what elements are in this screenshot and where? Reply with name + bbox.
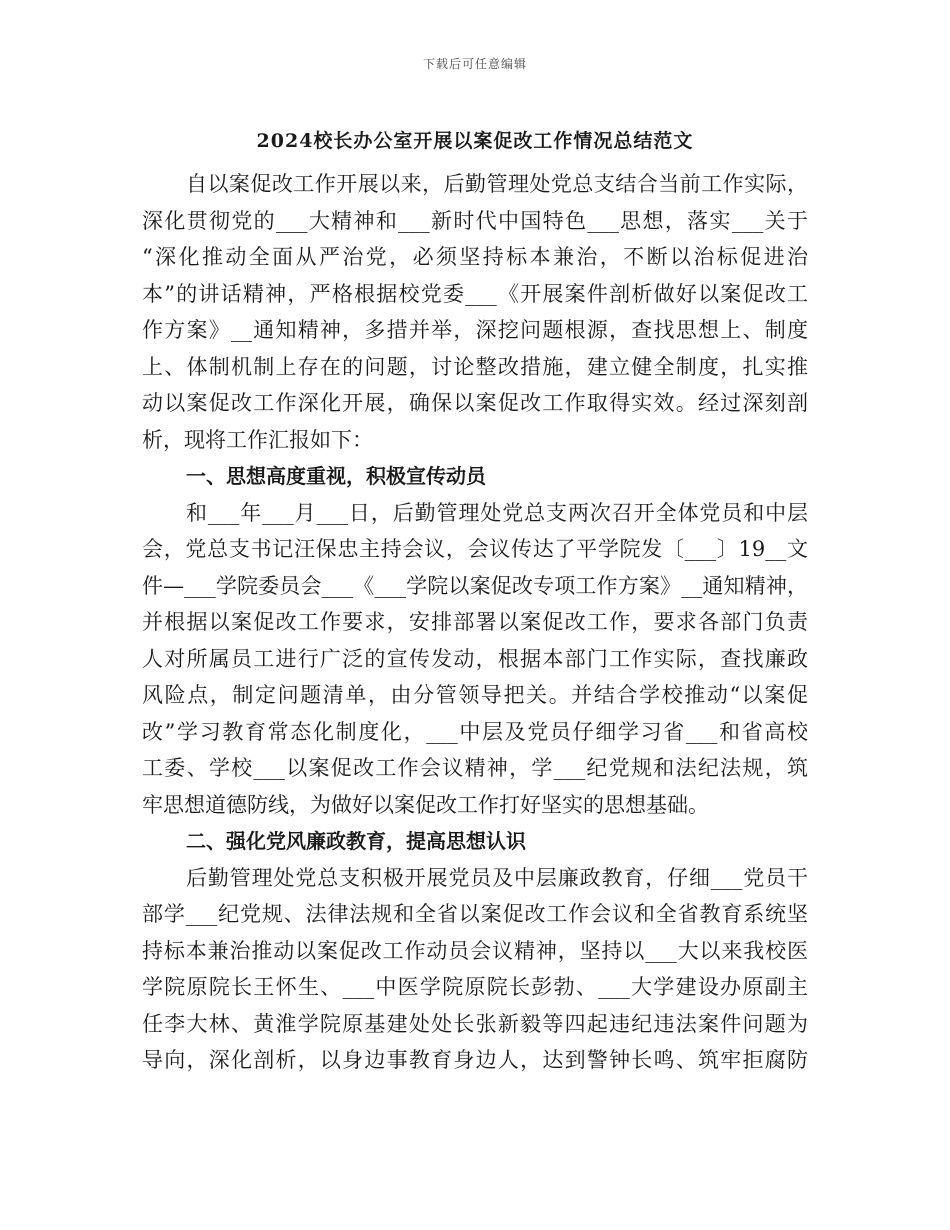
text-line: 深化贯彻党的___大精神和___新时代中国特色___思想，落实___关于 xyxy=(142,208,808,233)
section-heading: 一、思想高度重视，积极宣传动员 xyxy=(186,464,486,488)
text-line: 导向，深化剖析，以身边事教育身边人，达到警钟长鸣、筑牢拒腐防 xyxy=(142,1048,808,1072)
text-line: 任李大林、黄淮学院原基建处处长张新毅等四起违纪违法案件问题为 xyxy=(142,1011,808,1036)
text-line: 人对所属员工进行广泛的宣传发动，根据本部门工作实际，查找廉政 xyxy=(142,646,808,671)
text-line: 改”学习教育常态化制度化，___中层及党员仔细学习省___和省高校 xyxy=(142,719,808,744)
text-line: 会，党总支书记汪保忠主持会议，会议传达了平学院发〔___〕19__文 xyxy=(142,537,808,561)
text-line: 工委、学校___以案促改工作会议精神，学___纪党规和法纪法规，筑 xyxy=(142,756,808,780)
text-line: 学院原院长王怀生、___中医学院原院长彭勃、___大学建设办原副主 xyxy=(142,975,808,999)
text-line: 部学___纪党规、法律法规和全省以案促改工作会议和全省教育系统坚 xyxy=(142,902,808,926)
text-line: 风险点，制定问题清单，由分管领导把关。并结合学校推动“以案促 xyxy=(142,683,808,707)
text-line: 上、体制机制上存在的问题，讨论整改措施，建立健全制度，扎实推 xyxy=(142,354,808,379)
document-title: 2024校长办公室开展以案促改工作情况总结范文 xyxy=(256,130,694,152)
text-line: 件—___学院委员会___《___学院以案促改专项工作方案》__通知精神， xyxy=(142,573,808,598)
paragraph xyxy=(142,495,808,824)
text-line: 本”的讲话精神，严格根据校党委___《开展案件剖析做好以案促改工 xyxy=(142,281,808,306)
text-line: 并根据以案促改工作要求，安排部署以案促改工作，要求各部门负责 xyxy=(142,610,808,634)
text-line: 作方案》__通知精神，多措并举，深挖问题根源，查找思想上、制度 xyxy=(142,318,808,342)
text-line: 后勤管理处党总支积极开展党员及中层廉政教育，仔细___党员干 xyxy=(186,865,808,890)
text-line: 持标本兼治推动以案促改工作动员会议精神，坚持以___大以来我校医 xyxy=(142,938,808,963)
text-line: 析，现将工作汇报如下： xyxy=(142,427,373,452)
text-line: 和___年___月___日，后勤管理处党总支两次召开全体党员和中层 xyxy=(186,500,808,525)
paragraph xyxy=(142,166,808,458)
section-heading: 二、强化党风廉政教育，提高思想认识 xyxy=(186,829,526,853)
paragraph xyxy=(142,860,808,1079)
text-line: 动以案促改工作深化开展，确保以案促改工作取得实效。经过深刻剖 xyxy=(142,391,808,415)
text-line: “深化推动全面从严治党，必须坚持标本兼治，不断以治标促进治 xyxy=(142,245,808,269)
document-body xyxy=(142,166,808,1079)
text-line: 自以案促改工作开展以来，后勤管理处党总支结合当前工作实际， xyxy=(186,172,808,196)
header-note: 下载后可任意编辑 xyxy=(422,57,527,71)
text-line: 牢思想道德防线，为做好以案促改工作打好坚实的思想基础。 xyxy=(142,792,709,817)
